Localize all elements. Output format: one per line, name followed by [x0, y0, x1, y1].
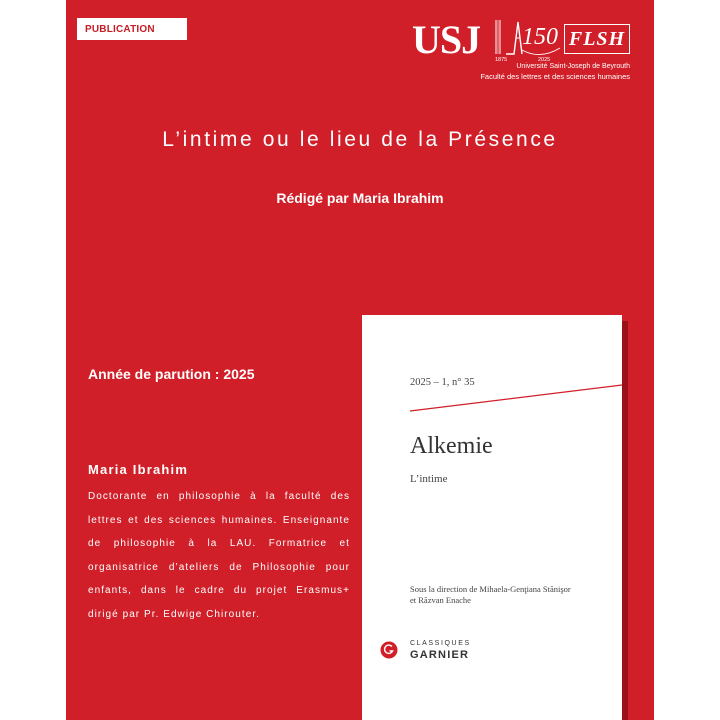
cover-journal-title: Alkemie	[410, 433, 493, 459]
author-line: Rédigé par Maria Ibrahim	[276, 190, 444, 206]
bio-name: Maria Ibrahim	[88, 462, 189, 477]
cover-issue: 2025 – 1, n° 35	[410, 377, 475, 388]
cover-subtitle: L’intime	[410, 473, 448, 485]
bio-text: Doctorante en philosophie à la faculté des lettres et des sciences humaines. Enseignante de philosophie à la LAU. Formatrice et organisatrice d’ateliers de Philosophie pour enfants, dans le cadre du projet Erasmus+ dirigé par Pr. Edwige Chirouter.	[88, 491, 350, 620]
anniversary-number: 150	[522, 24, 558, 50]
university-name: Université Saint-Joseph de Beyrouth	[516, 63, 630, 70]
cover-direction-line-2: et Răzvan Enache	[410, 595, 471, 605]
faculty-name: Faculté des lettres et des sciences humaines	[480, 72, 630, 81]
cover-direction-line-1: Sous la direction de Mihaela-Genţiana Stănişor	[410, 584, 571, 594]
publication-tag	[74, 18, 187, 40]
flsh-logo: FLSH	[564, 24, 630, 54]
publication-year: Année de parution : 2025	[88, 366, 255, 382]
usj-flsh-logo	[412, 10, 642, 80]
usj-logo-text: USJ	[412, 17, 481, 62]
garnier-logo-icon	[380, 641, 398, 659]
publication-tag-label: PUBLICATION	[85, 23, 155, 35]
publisher-line-1: CLASSIQUES	[410, 640, 471, 647]
anniversary-year-right: 2025	[538, 57, 551, 63]
cover-rule-line	[362, 381, 622, 417]
publication-poster	[66, 0, 654, 720]
publisher-line-2: GARNIER	[410, 649, 470, 661]
publication-title: L’intime ou le lieu de la Présence	[162, 128, 558, 151]
anniversary-150-emblem	[492, 14, 564, 64]
anniversary-year-left: 1875	[495, 57, 508, 63]
book-cover	[362, 315, 622, 720]
